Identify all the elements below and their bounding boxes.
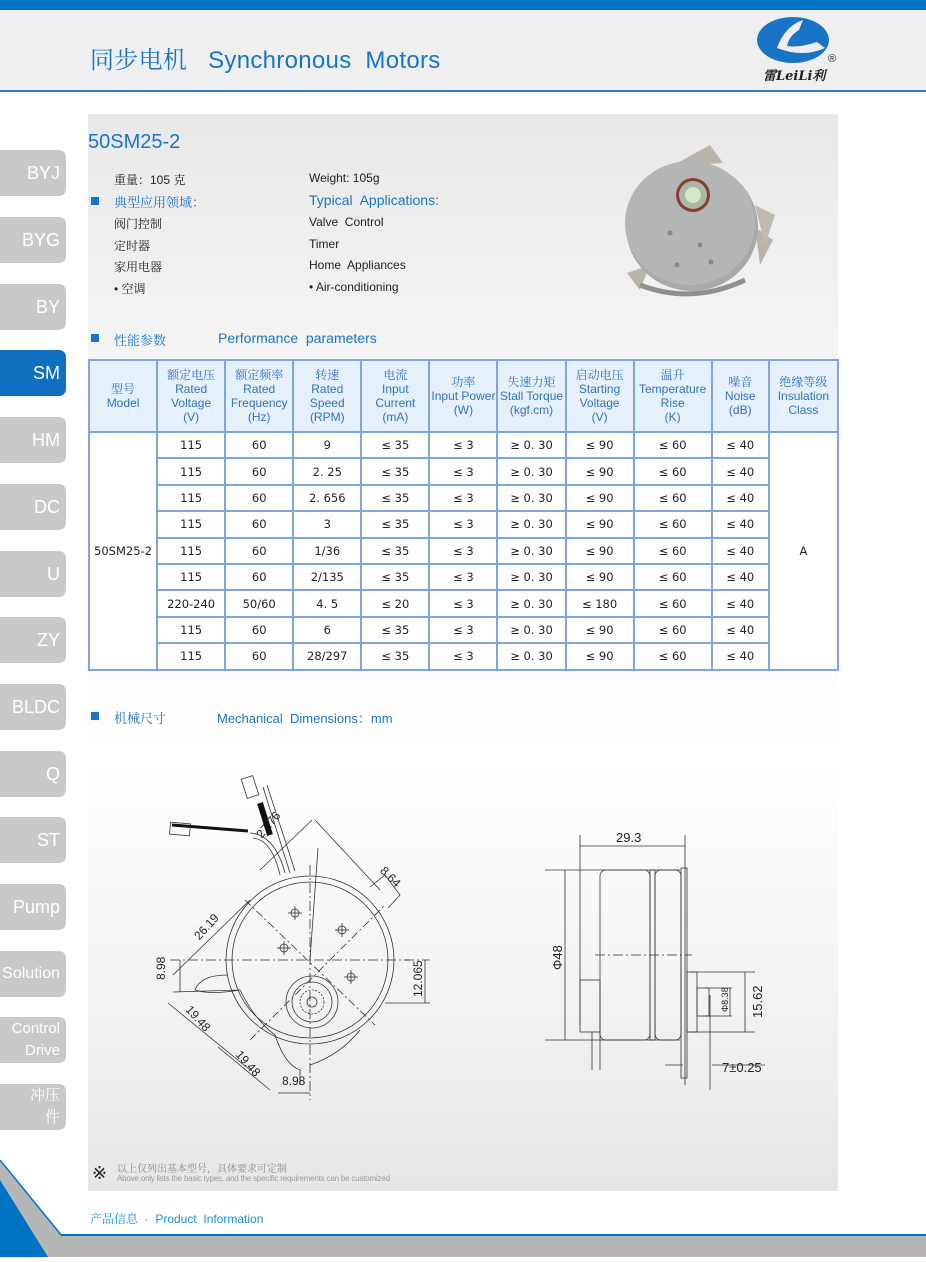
- table-cell: 28/297: [293, 643, 361, 669]
- column-header-unit: (Hz): [247, 410, 271, 424]
- column-header: [634, 360, 712, 432]
- table-cell: 60: [225, 538, 293, 564]
- sidebar-tab-u[interactable]: [0, 551, 66, 597]
- column-header-en: Noise: [724, 389, 756, 403]
- mechanical-heading-cn: 机械尺寸: [114, 711, 167, 726]
- table-row: [89, 617, 838, 643]
- table-cell: ≤ 3: [429, 458, 497, 484]
- table-cell: ≤ 60: [634, 590, 712, 616]
- dim-label: 15.62: [750, 985, 765, 1018]
- tab-label: BY: [35, 297, 60, 317]
- table-row: [89, 511, 838, 537]
- section-bullet-icon: [91, 197, 99, 205]
- footer-band: [30, 1236, 926, 1257]
- column-header-en: Stall Torque: [499, 389, 564, 403]
- column-header-en: Rated Voltage: [171, 382, 212, 410]
- table-cell: ≤ 35: [361, 564, 429, 590]
- table-row: [89, 432, 838, 458]
- table-cell: ≤ 35: [361, 643, 429, 669]
- table-cell: ≤ 3: [429, 432, 497, 458]
- table-cell: 115: [157, 432, 225, 458]
- table-cell: ≤ 40: [712, 458, 769, 484]
- column-header: [157, 360, 225, 432]
- section-bullet-icon: [91, 712, 99, 720]
- performance-heading-en: Performance parameters: [218, 330, 377, 346]
- dim-label: 19.48: [182, 1002, 214, 1035]
- table-cell: ≤ 40: [712, 538, 769, 564]
- column-header: [429, 360, 497, 432]
- table-cell: ≥ 0. 30: [497, 511, 565, 537]
- tab-label: ST: [36, 830, 60, 850]
- dim-label: 27.76: [253, 808, 284, 841]
- column-header-cn: 启动电压: [575, 368, 624, 382]
- column-header-cn: 额定电压: [167, 368, 216, 382]
- column-header-cn: 额定频率: [235, 368, 284, 382]
- dim-label: 12.065: [411, 960, 425, 997]
- column-header: [293, 360, 361, 432]
- motor-photo: [615, 145, 775, 300]
- table-cell: 115: [157, 458, 225, 484]
- table-cell: ≥ 0. 30: [497, 564, 565, 590]
- section-bullet-icon: [91, 334, 99, 342]
- table-cell: 115: [157, 538, 225, 564]
- table-cell: ≤ 35: [361, 511, 429, 537]
- table-cell: 220-240: [157, 590, 225, 616]
- dim-label: 8.98: [282, 1074, 306, 1088]
- table-cell: ≤ 90: [566, 432, 634, 458]
- sidebar-tab-hm[interactable]: [0, 417, 66, 463]
- sidebar-tab-dc[interactable]: [0, 484, 66, 530]
- sidebar-tab-st[interactable]: [0, 817, 66, 863]
- tab-label: HM: [32, 430, 60, 450]
- column-header-en: Input Power: [431, 389, 496, 403]
- table-cell: ≤ 3: [429, 485, 497, 511]
- column-header-cn: 温升: [660, 368, 685, 382]
- table-cell: ≤ 40: [712, 432, 769, 458]
- table-cell: ≤ 90: [566, 458, 634, 484]
- table-cell: ≤ 3: [429, 511, 497, 537]
- table-cell: ≥ 0. 30: [497, 590, 565, 616]
- table-cell: ≤ 35: [361, 432, 429, 458]
- tab-label: Q: [45, 764, 60, 784]
- table-cell: ≥ 0. 30: [497, 617, 565, 643]
- front-view-drawing: [140, 765, 450, 1105]
- column-header: [89, 360, 157, 432]
- table-row: [89, 458, 838, 484]
- table-cell: 6: [293, 617, 361, 643]
- table-cell: ≤ 60: [634, 458, 712, 484]
- table-cell: ≤ 60: [634, 538, 712, 564]
- insulation-class-cell: A: [769, 432, 838, 670]
- table-cell: 115: [157, 617, 225, 643]
- table-row: [89, 590, 838, 616]
- table-cell: ≤ 90: [566, 617, 634, 643]
- table-cell: ≤ 3: [429, 590, 497, 616]
- dim-label: Φ8.38: [720, 987, 730, 1012]
- table-cell: 115: [157, 564, 225, 590]
- column-header-unit: (kgf.cm): [509, 403, 554, 417]
- note-icon: ※: [92, 1163, 108, 1183]
- table-cell: ≤ 35: [361, 538, 429, 564]
- application-en: Timer: [309, 237, 340, 251]
- sidebar-tab-zy[interactable]: [0, 617, 66, 663]
- table-cell: ≤ 60: [634, 485, 712, 511]
- column-header: [769, 360, 838, 432]
- tab-label: SM: [33, 363, 60, 383]
- table-cell: ≤ 90: [566, 538, 634, 564]
- column-header-cn: 功率: [451, 375, 476, 389]
- tab-label: U: [47, 564, 60, 584]
- sidebar-tab-by[interactable]: [0, 284, 66, 330]
- table-cell: ≥ 0. 30: [497, 643, 565, 669]
- table-cell: 3: [293, 511, 361, 537]
- column-header-cn: 型号: [111, 382, 136, 396]
- dim-label: 8.98: [154, 956, 168, 980]
- table-row: [89, 564, 838, 590]
- performance-table: [88, 359, 839, 671]
- table-cell: ≤ 35: [361, 485, 429, 511]
- application-en: Home Appliances: [309, 258, 406, 272]
- table-cell: ≤ 60: [634, 511, 712, 537]
- application-cn: 家用电器: [114, 260, 163, 274]
- column-header-cn: 失速力矩: [507, 375, 556, 389]
- tab-label: DC: [34, 497, 60, 517]
- table-cell: ≥ 0. 30: [497, 485, 565, 511]
- column-header-en: Temperature Rise: [638, 382, 707, 410]
- table-cell: ≤ 90: [566, 511, 634, 537]
- column-header-unit: (K): [664, 410, 681, 424]
- sidebar-tab-bldc[interactable]: [0, 684, 66, 730]
- table-cell: ≤ 40: [712, 511, 769, 537]
- dim-label: Φ48: [550, 945, 565, 970]
- application-cn: 阀门控制: [114, 217, 163, 231]
- table-row: [89, 643, 838, 669]
- table-cell: ≤ 3: [429, 564, 497, 590]
- table-cell: 60: [225, 643, 293, 669]
- column-header-cn: 转速: [315, 368, 340, 382]
- sidebar-tab-pump[interactable]: [0, 884, 66, 930]
- table-cell: 115: [157, 643, 225, 669]
- tab-label: BYG: [21, 230, 60, 250]
- table-cell: 2. 656: [293, 485, 361, 511]
- sidebar-tab-byj[interactable]: [0, 150, 66, 196]
- table-cell: ≤ 3: [429, 617, 497, 643]
- dim-label: 19.48: [232, 1047, 264, 1080]
- column-header-en: Input Current: [375, 382, 416, 410]
- table-cell: 60: [225, 432, 293, 458]
- tab-label: BYJ: [26, 163, 60, 183]
- column-header-cn: 电流: [383, 368, 408, 382]
- sidebar-tab-q[interactable]: [0, 751, 66, 797]
- side-view-drawing: [540, 820, 780, 1095]
- table-cell: 115: [157, 485, 225, 511]
- top-bar: [0, 0, 926, 10]
- registered-mark: ®: [828, 53, 837, 65]
- tab-label: Drive: [24, 1042, 60, 1059]
- dim-label: 7±0.25: [722, 1060, 762, 1075]
- note-cn: 以上仅列出基本型号，具体要求可定制: [117, 1164, 287, 1175]
- model-title: 50SM25-2: [88, 131, 181, 153]
- sidebar-tab-sm[interactable]: [0, 350, 66, 396]
- table-cell: ≤ 90: [566, 643, 634, 669]
- applications-heading-en: Typical Applications:: [309, 192, 439, 208]
- tab-label: Pump: [12, 897, 60, 917]
- application-cn: • 空调: [114, 282, 146, 296]
- column-header: [566, 360, 634, 432]
- column-header-cn: 噪音: [728, 375, 753, 389]
- header-divider: [0, 90, 926, 92]
- applications-heading-cn: 典型应用领域：: [114, 195, 206, 210]
- table-cell: 9: [293, 432, 361, 458]
- column-header-en: Starting Voltage: [578, 382, 621, 410]
- company-logo: [755, 14, 840, 86]
- column-header: [497, 360, 565, 432]
- column-header-unit: (dB): [728, 403, 752, 417]
- column-header: [361, 360, 429, 432]
- table-cell: ≥ 0. 30: [497, 432, 565, 458]
- table-cell: ≤ 180: [566, 590, 634, 616]
- table-cell: 1/36: [293, 538, 361, 564]
- table-cell: ≤ 40: [712, 617, 769, 643]
- column-header: [225, 360, 293, 432]
- table-cell: ≤ 90: [566, 485, 634, 511]
- tab-label: ZY: [36, 630, 60, 650]
- column-header-en: Rated Frequency: [230, 382, 288, 410]
- table-cell: 50/60: [225, 590, 293, 616]
- weight-cn: 重量：105 克: [114, 173, 186, 187]
- table-cell: ≤ 40: [712, 643, 769, 669]
- column-header-cn: 绝缘等级: [779, 375, 828, 389]
- table-cell: 115: [157, 511, 225, 537]
- table-cell: ≥ 0. 30: [497, 538, 565, 564]
- footer-label: 产品信息 · Product Information: [90, 1212, 264, 1226]
- column-header: [712, 360, 769, 432]
- performance-heading-cn: 性能参数: [114, 333, 167, 348]
- column-header-unit: (mA): [382, 410, 409, 424]
- application-en: Valve Control: [309, 215, 384, 229]
- table-cell: ≤ 60: [634, 564, 712, 590]
- table-row: [89, 485, 838, 511]
- table-cell: 2/135: [293, 564, 361, 590]
- note-en: Above only lists the basic types, and the specific requirements can be customized: [117, 1174, 390, 1183]
- model-cell: 50SM25-2: [89, 432, 157, 670]
- table-cell: ≤ 60: [634, 432, 712, 458]
- table-cell: ≤ 60: [634, 643, 712, 669]
- table-cell: 60: [225, 511, 293, 537]
- logo-text: 雷LeiLi利: [763, 69, 826, 84]
- table-cell: ≤ 20: [361, 590, 429, 616]
- table-cell: ≤ 40: [712, 564, 769, 590]
- sidebar-tab-byg[interactable]: [0, 217, 66, 263]
- application-cn: 定时器: [114, 239, 151, 253]
- tab-label: 件: [44, 1109, 60, 1126]
- column-header-en: Insulation Class: [777, 389, 830, 417]
- mechanical-heading-en: Mechanical Dimensions：mm: [217, 711, 393, 726]
- column-header-unit: (V): [183, 410, 200, 424]
- table-cell: ≥ 0. 30: [497, 458, 565, 484]
- table-cell: ≤ 40: [712, 485, 769, 511]
- page-title: 同步电机 Synchronous Motors: [90, 47, 441, 74]
- table-cell: 4. 5: [293, 590, 361, 616]
- table-cell: ≤ 35: [361, 617, 429, 643]
- sidebar-tab-stamping[interactable]: [0, 1084, 66, 1130]
- application-en: • Air-conditioning: [309, 280, 399, 294]
- column-header-en: Rated Speed: [309, 382, 345, 410]
- table-cell: 60: [225, 485, 293, 511]
- column-header-unit: (V): [591, 410, 608, 424]
- table-cell: ≤ 90: [566, 564, 634, 590]
- table-cell: ≤ 60: [634, 617, 712, 643]
- sidebar-tab-control-drive[interactable]: [0, 1017, 66, 1063]
- column-header-unit: (W): [453, 403, 474, 417]
- weight-en: Weight: 105g: [309, 171, 380, 185]
- tab-label: 冲压: [29, 1087, 60, 1104]
- tab-label: Control: [11, 1020, 60, 1037]
- table-cell: ≤ 35: [361, 458, 429, 484]
- dim-label: 26.19: [191, 910, 222, 943]
- table-cell: 2. 25: [293, 458, 361, 484]
- table-cell: ≤ 40: [712, 590, 769, 616]
- table-cell: 60: [225, 617, 293, 643]
- dim-label: 8.64: [377, 863, 404, 891]
- tab-label: Solution: [2, 965, 60, 982]
- sidebar-tab-solution[interactable]: [0, 951, 66, 997]
- tab-label: BLDC: [11, 697, 60, 717]
- column-header-unit: (RPM): [309, 410, 345, 424]
- table-row: [89, 538, 838, 564]
- table-cell: 60: [225, 458, 293, 484]
- table-cell: ≤ 3: [429, 643, 497, 669]
- table-cell: 60: [225, 564, 293, 590]
- column-header-en: Model: [106, 396, 140, 410]
- table-cell: ≤ 3: [429, 538, 497, 564]
- corner-decoration: [0, 1160, 70, 1262]
- dim-label: 29.3: [616, 830, 642, 845]
- table-header-row: [89, 360, 838, 432]
